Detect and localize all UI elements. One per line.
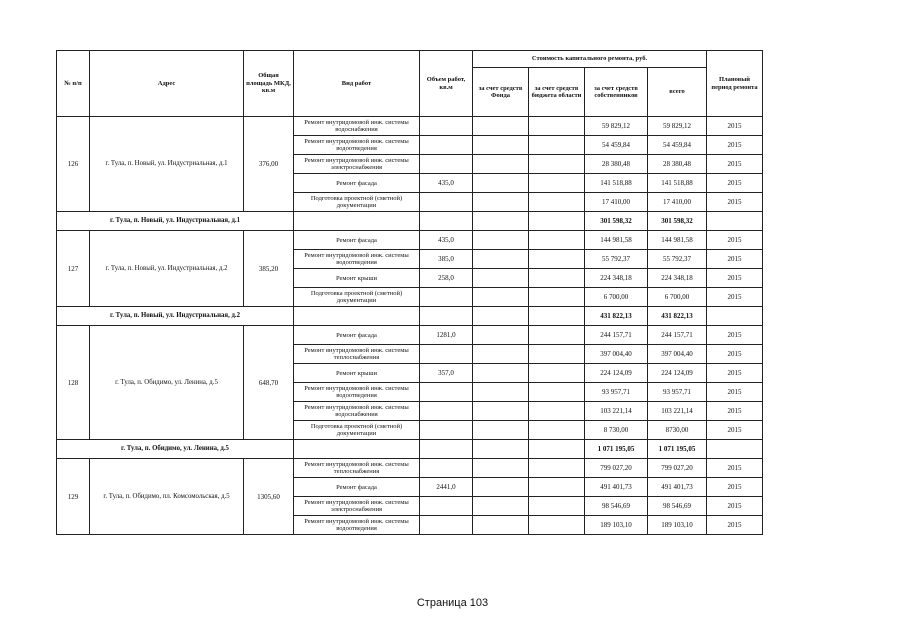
work-period: 2015 <box>707 478 763 497</box>
work-volume <box>420 117 473 136</box>
table-row <box>57 326 763 345</box>
work-budget <box>529 174 585 193</box>
work-total: 397 004,40 <box>648 345 707 364</box>
work-total: 799 027,20 <box>648 459 707 478</box>
work-kind: Ремонт внутридомовой инж. системы водоснабжения <box>294 117 420 136</box>
building-address: г. Тула, п. Новый, ул. Индустриальная, д.1 <box>90 117 244 212</box>
work-volume <box>420 421 473 440</box>
work-budget <box>529 345 585 364</box>
table-header-row <box>57 51 763 68</box>
building-total-row <box>57 307 763 326</box>
header-address: Адрес <box>90 51 244 117</box>
header-volume: Объем работ, кв.м <box>420 51 473 117</box>
building-address: г. Тула, п. Обидимо, ул. Ленина, д.5 <box>90 326 244 440</box>
work-period: 2015 <box>707 364 763 383</box>
work-period: 2015 <box>707 497 763 516</box>
work-total: 141 518,88 <box>648 174 707 193</box>
work-fund <box>473 497 529 516</box>
total-fund <box>473 307 529 326</box>
work-total: 244 157,71 <box>648 326 707 345</box>
building-total-label: г. Тула, п. Новый, ул. Индустриальная, д.1 <box>57 212 294 231</box>
table-body <box>57 117 763 535</box>
work-kind: Подготовка проектной (сметной) документации <box>294 288 420 307</box>
work-owners: 103 221,14 <box>585 402 648 421</box>
work-fund <box>473 136 529 155</box>
work-owners: 55 792,37 <box>585 250 648 269</box>
work-owners: 6 700,00 <box>585 288 648 307</box>
work-owners: 799 027,20 <box>585 459 648 478</box>
work-kind: Ремонт внутридомовой инж. системы водоотведения <box>294 516 420 535</box>
work-kind: Ремонт внутридомовой инж. системы водоотведения <box>294 136 420 155</box>
work-budget <box>529 269 585 288</box>
work-kind: Ремонт крыши <box>294 364 420 383</box>
work-budget <box>529 402 585 421</box>
work-kind: Ремонт фасада <box>294 478 420 497</box>
total-owners: 301 598,32 <box>585 212 648 231</box>
work-period: 2015 <box>707 459 763 478</box>
work-budget <box>529 421 585 440</box>
work-volume <box>420 402 473 421</box>
work-owners: 397 004,40 <box>585 345 648 364</box>
work-owners: 224 348,18 <box>585 269 648 288</box>
work-kind: Подготовка проектной (сметной) документации <box>294 421 420 440</box>
work-fund <box>473 231 529 250</box>
work-period: 2015 <box>707 117 763 136</box>
work-fund <box>473 459 529 478</box>
work-budget <box>529 326 585 345</box>
work-total: 8730,00 <box>648 421 707 440</box>
work-total: 55 792,37 <box>648 250 707 269</box>
building-total-row <box>57 212 763 231</box>
work-volume <box>420 345 473 364</box>
total-kind <box>294 212 420 231</box>
work-owners: 141 518,88 <box>585 174 648 193</box>
total-volume <box>420 212 473 231</box>
work-period: 2015 <box>707 345 763 364</box>
header-cost-group: Стоимость капитального ремонта, руб. <box>473 51 707 68</box>
work-budget <box>529 459 585 478</box>
header-owners: за счет средств собственников <box>585 68 648 117</box>
work-total: 189 103,10 <box>648 516 707 535</box>
work-total: 98 546,69 <box>648 497 707 516</box>
work-period: 2015 <box>707 193 763 212</box>
work-total: 6 700,00 <box>648 288 707 307</box>
total-period <box>707 212 763 231</box>
building-address: г. Тула, п. Обидимо, пл. Комсомольская, д.5 <box>90 459 244 535</box>
work-total: 59 829,12 <box>648 117 707 136</box>
building-area: 648,70 <box>244 326 294 440</box>
work-volume: 385,0 <box>420 250 473 269</box>
work-budget <box>529 231 585 250</box>
work-budget <box>529 193 585 212</box>
table-row <box>57 231 763 250</box>
work-volume <box>420 459 473 478</box>
work-fund <box>473 421 529 440</box>
page-number: Страница 103 <box>416 597 489 609</box>
work-kind: Ремонт крыши <box>294 269 420 288</box>
work-owners: 224 124,09 <box>585 364 648 383</box>
work-total: 491 401,73 <box>648 478 707 497</box>
building-num: 128 <box>57 326 90 440</box>
work-total: 28 380,48 <box>648 155 707 174</box>
building-num: 127 <box>57 231 90 307</box>
work-total: 224 124,09 <box>648 364 707 383</box>
work-kind: Ремонт внутридомовой инж. системы водоснабжения <box>294 402 420 421</box>
total-fund <box>473 440 529 459</box>
table-row <box>57 459 763 478</box>
work-kind: Ремонт внутридомовой инж. системы водоотведения <box>294 250 420 269</box>
work-kind: Ремонт внутридомовой инж. системы водоотведения <box>294 383 420 402</box>
building-num: 129 <box>57 459 90 535</box>
work-total: 103 221,14 <box>648 402 707 421</box>
work-kind: Ремонт внутридомовой инж. системы теплоснабжения <box>294 459 420 478</box>
work-volume <box>420 516 473 535</box>
header-total: всего <box>648 68 707 117</box>
capital-repair-table <box>56 50 763 535</box>
building-total-label: г. Тула, п. Обидимо, ул. Ленина, д.5 <box>57 440 294 459</box>
work-owners: 8 730,00 <box>585 421 648 440</box>
work-fund <box>473 383 529 402</box>
header-fund: за счет средств Фонда <box>473 68 529 117</box>
total-budget <box>529 212 585 231</box>
work-volume: 435,0 <box>420 231 473 250</box>
work-owners: 59 829,12 <box>585 117 648 136</box>
work-volume <box>420 288 473 307</box>
building-area: 1305,60 <box>244 459 294 535</box>
work-kind: Ремонт фасада <box>294 174 420 193</box>
work-budget <box>529 155 585 174</box>
building-area: 385,20 <box>244 231 294 307</box>
work-kind: Ремонт внутридомовой инж. системы электроснабжения <box>294 155 420 174</box>
work-period: 2015 <box>707 136 763 155</box>
work-volume: 435,0 <box>420 174 473 193</box>
work-owners: 17 410,00 <box>585 193 648 212</box>
work-budget <box>529 288 585 307</box>
work-fund <box>473 326 529 345</box>
work-period: 2015 <box>707 174 763 193</box>
work-volume <box>420 193 473 212</box>
work-period: 2015 <box>707 421 763 440</box>
header-num: № п/п <box>57 51 90 117</box>
work-fund <box>473 250 529 269</box>
work-fund <box>473 345 529 364</box>
total-budget <box>529 307 585 326</box>
work-total: 224 348,18 <box>648 269 707 288</box>
work-owners: 54 459,84 <box>585 136 648 155</box>
header-work: Вид работ <box>294 51 420 117</box>
work-period: 2015 <box>707 155 763 174</box>
work-period: 2015 <box>707 269 763 288</box>
work-fund <box>473 117 529 136</box>
work-fund <box>473 288 529 307</box>
work-period: 2015 <box>707 402 763 421</box>
building-total-label: г. Тула, п. Новый, ул. Индустриальная, д.2 <box>57 307 294 326</box>
work-fund <box>473 269 529 288</box>
work-total: 93 957,71 <box>648 383 707 402</box>
work-fund <box>473 402 529 421</box>
work-fund <box>473 193 529 212</box>
building-address: г. Тула, п. Новый, ул. Индустриальная, д.2 <box>90 231 244 307</box>
work-volume: 1281,0 <box>420 326 473 345</box>
header-period: Плановый период ремонта <box>707 51 763 117</box>
building-area: 376,00 <box>244 117 294 212</box>
work-volume <box>420 497 473 516</box>
work-period: 2015 <box>707 383 763 402</box>
header-budget: за счет средств бюджета области <box>529 68 585 117</box>
work-owners: 189 103,10 <box>585 516 648 535</box>
work-kind: Ремонт фасада <box>294 231 420 250</box>
work-period: 2015 <box>707 516 763 535</box>
work-volume: 357,0 <box>420 364 473 383</box>
work-volume <box>420 136 473 155</box>
work-budget <box>529 364 585 383</box>
work-kind: Ремонт внутридомовой инж. системы электроснабжения <box>294 497 420 516</box>
work-owners: 244 157,71 <box>585 326 648 345</box>
work-volume <box>420 155 473 174</box>
work-owners: 28 380,48 <box>585 155 648 174</box>
work-budget <box>529 117 585 136</box>
total-kind <box>294 440 420 459</box>
work-owners: 491 401,73 <box>585 478 648 497</box>
building-num: 126 <box>57 117 90 212</box>
total-period <box>707 440 763 459</box>
total-all: 301 598,32 <box>648 212 707 231</box>
total-owners: 1 071 195,05 <box>585 440 648 459</box>
table-row <box>57 117 763 136</box>
work-budget <box>529 478 585 497</box>
work-budget <box>529 497 585 516</box>
total-all: 431 822,13 <box>648 307 707 326</box>
work-fund <box>473 174 529 193</box>
work-period: 2015 <box>707 231 763 250</box>
total-all: 1 071 195,05 <box>648 440 707 459</box>
total-owners: 431 822,13 <box>585 307 648 326</box>
total-volume <box>420 307 473 326</box>
work-period: 2015 <box>707 288 763 307</box>
work-owners: 144 981,58 <box>585 231 648 250</box>
work-total: 17 410,00 <box>648 193 707 212</box>
work-period: 2015 <box>707 326 763 345</box>
total-volume <box>420 440 473 459</box>
work-budget <box>529 383 585 402</box>
work-budget <box>529 516 585 535</box>
work-kind: Ремонт фасада <box>294 326 420 345</box>
total-budget <box>529 440 585 459</box>
work-kind: Ремонт внутридомовой инж. системы теплоснабжения <box>294 345 420 364</box>
work-kind: Подготовка проектной (сметной) документации <box>294 193 420 212</box>
work-owners: 93 957,71 <box>585 383 648 402</box>
total-fund <box>473 212 529 231</box>
building-total-row <box>57 440 763 459</box>
work-owners: 98 546,69 <box>585 497 648 516</box>
work-budget <box>529 250 585 269</box>
work-fund <box>473 364 529 383</box>
total-kind <box>294 307 420 326</box>
work-fund <box>473 155 529 174</box>
capital-repair-table-sheet <box>56 50 762 535</box>
work-volume: 2441,0 <box>420 478 473 497</box>
work-volume: 258,0 <box>420 269 473 288</box>
work-total: 144 981,58 <box>648 231 707 250</box>
work-fund <box>473 478 529 497</box>
work-fund <box>473 516 529 535</box>
work-budget <box>529 136 585 155</box>
work-total: 54 459,84 <box>648 136 707 155</box>
total-period <box>707 307 763 326</box>
work-volume <box>420 383 473 402</box>
work-period: 2015 <box>707 250 763 269</box>
header-area: Общая площадь МКД, кв.м <box>244 51 294 117</box>
